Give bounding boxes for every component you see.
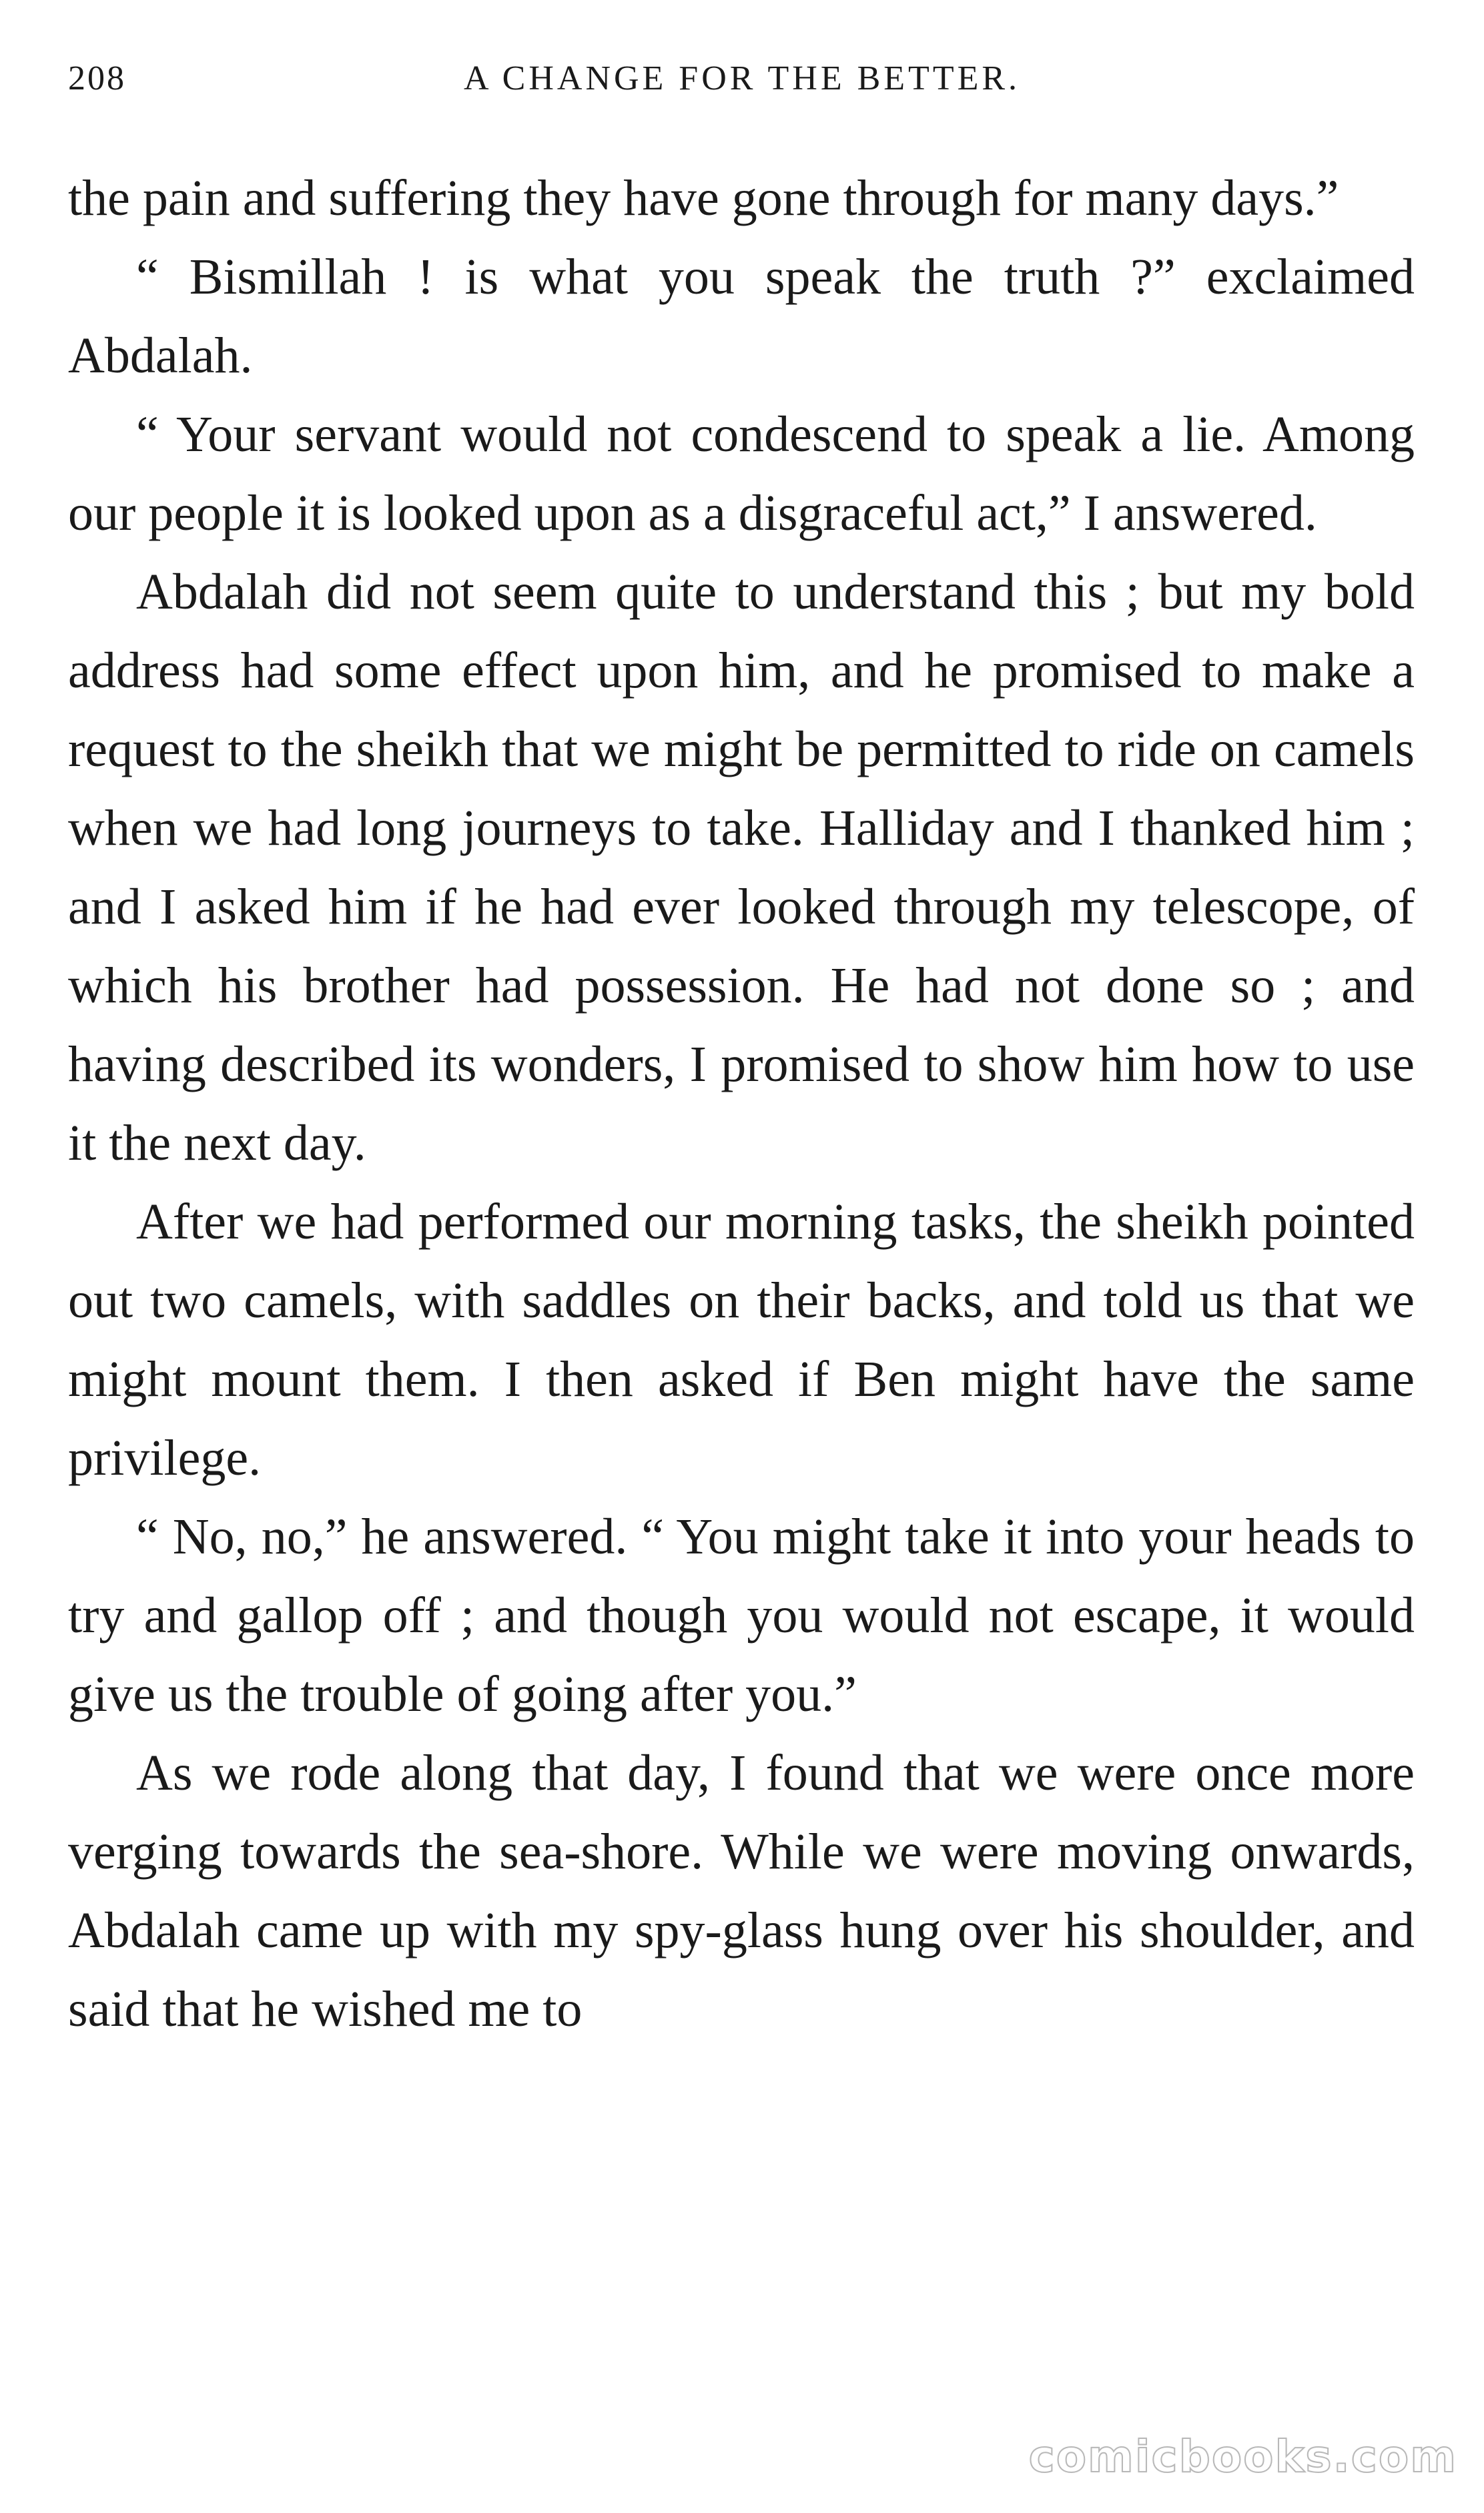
paragraph-4: Abdalah did not seem quite to understand this ; but my bold address had some effect upon him, and he promised to make a request to the sheikh that we might be permitted to ride on camels when we had long journeys to take. Halliday and I thanked him ; and I asked him if he had ever looked through my telescope, of which his brother had possession. He had not done so ; and having described its wonders, I promised to show him how to use it the next day. [68, 564, 1415, 1171]
paragraph-5: After we had performed our morning tasks, the sheikh pointed out two camels, with saddles on their backs, and told us that we might mount them. I then asked if Ben might have the same privilege. [68, 1194, 1415, 1486]
paragraph-2: “ Bismillah ! is what you speak the truth ?” exclaimed Abdalah. [68, 249, 1415, 384]
paragraph-6: “ No, no,” he answered. “ You might take it into your heads to try and gallop off ; and though you would not escape, it would give us the trouble of going after you.” [68, 1509, 1415, 1722]
paragraph-3: “ Your servant would not condescend to speak a lie. Among our people it is looked upon as a disgraceful act,” I answered. [68, 406, 1415, 541]
site-watermark: comicbooks.com [1028, 2431, 1457, 2482]
body-text [68, 159, 1415, 2049]
running-title: A CHANGE FOR THE BETTER. [463, 59, 1021, 97]
paragraph-7: As we rode along that day, I found that we were once more verging towards the sea-shore. While we were moving onwards, Abdalah came up with my spy-glass hung over his shoulder, and said that he wished me to [68, 1745, 1415, 2037]
running-header [68, 59, 1416, 105]
page-number: 208 [68, 59, 126, 97]
paragraph-1: the pain and suffering they have gone through for many days.” [68, 170, 1339, 226]
